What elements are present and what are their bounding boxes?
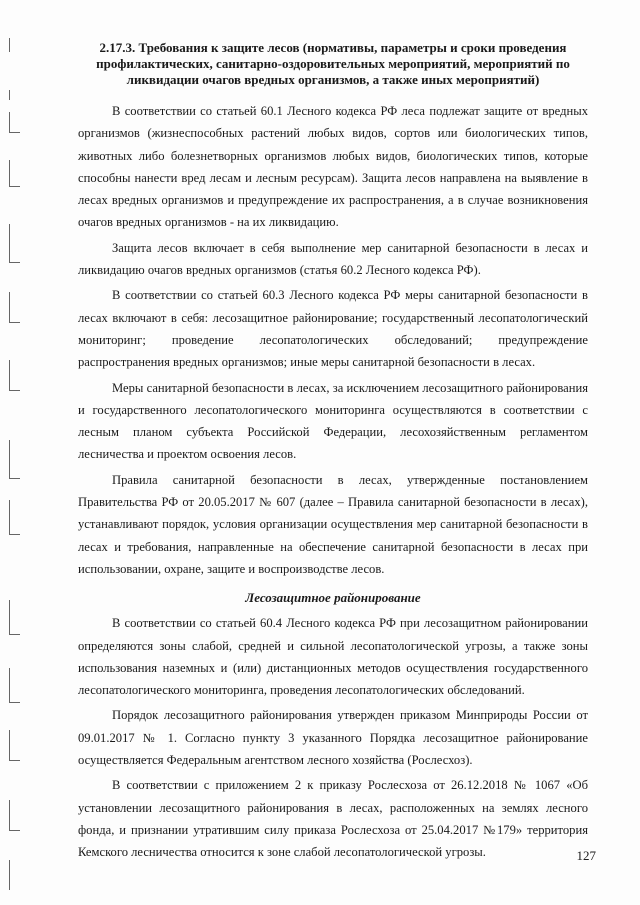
subsection-heading: Лесозащитное районирование [245,590,421,606]
binding-mark [9,860,20,890]
paragraph: Порядок лесозащитного районирования утвержден приказом Минприроды России от 09.01.2017 № 1. Согласно пункту 3 указанного Порядка лесозащитное районирование осуществляется Федеральным агентством лесного хозяйства (Рослесхоз). [78,708,588,768]
binding-mark [9,360,20,391]
page-number: 127 [576,848,596,863]
binding-mark [9,224,20,263]
binding-mark [9,160,20,187]
binding-mark [9,730,20,761]
section-heading: 2.17.3. Требования к защите лесов (нормативы, параметры и сроки проведения профилактических, санитарно-оздоровительных мероприятий, мероприятий по ликвидации очагов вредных организмов, а также иных мероприятий) [96,40,570,87]
binding-mark [9,800,20,831]
paragraph: Меры санитарной безопасности в лесах, за исключением лесозащитного районирования и государственного лесопатологического мониторинга осуществляются в соответствии с лесным планом субъекта Российской Федерации, лесохозяйственным регламентом лесничества и проектом освоения лесов. [78,380,588,462]
paragraph: В соответствии со статьей 60.4 Лесного кодекса РФ при лесозащитном районировании определяются зоны слабой, средней и сильной лесопатологической угрозы, а также зоны использования наземных и (или) дистанционных методов осуществления государственного лесопатологического мониторинга, проведения лесопатологических обследований. [78,616,588,698]
document-body [78,40,588,867]
binding-mark [9,292,20,323]
binding-mark [9,600,20,635]
binding-mark [9,500,20,535]
paragraph: Правила санитарной безопасности в лесах, утвержденные постановлением Правительства РФ от 20.05.2017 № 607 (далее – Правила санитарной безопасности в лесах), устанавливают порядок, условия организации осуществления мер санитарной безопасности в лесах и требования, направленные на обеспечение санитарной безопасности в лесах при использовании, охране, защите и воспроизводстве лесов. [78,472,588,576]
binding-mark [9,38,20,52]
binding-mark [9,112,20,133]
paragraph: В соответствии с приложением 2 к приказу Рослесхоза от 26.12.2018 № 1067 «Об установлении лесозащитного районирования в лесах, расположенных на землях лесного фонда, и признании утратившим силу приказа Рослесхоза от 25.04.2017 №179» территория Кемского лесничества относится к зоне слабой лесопатологической угрозы. [78,778,588,860]
paragraph: В соответствии со статьей 60.1 Лесного кодекса РФ леса подлежат защите от вредных организмов (жизнеспособных растений любых видов, сортов или биологических типов, животных либо болезнетворных организмов любых видов, биологических типов, которые способны нанести вред лесам и лесным ресурсам). Защита лесов направлена на выявление в лесах вредных организмов и предупреждение их распространения, а в случае возникновения очагов вредных организмов - на их ликвидацию. [78,104,588,230]
paragraph: Защита лесов включает в себя выполнение мер санитарной безопасности в лесах и ликвидацию очагов вредных организмов (статья 60.2 Лесного кодекса РФ). [78,240,588,278]
binding-margin [0,0,30,905]
binding-mark [9,90,20,100]
paragraph: В соответствии со статьей 60.3 Лесного кодекса РФ меры санитарной безопасности в лесах включают в себя: лесозащитное районирование; государственный лесопатологический мониторинг; проведение лесопатологических обследований; предупреждение распространения вредных организмов; иные меры санитарной безопасности в лесах. [78,288,588,370]
binding-mark [9,440,20,479]
binding-mark [9,668,20,703]
